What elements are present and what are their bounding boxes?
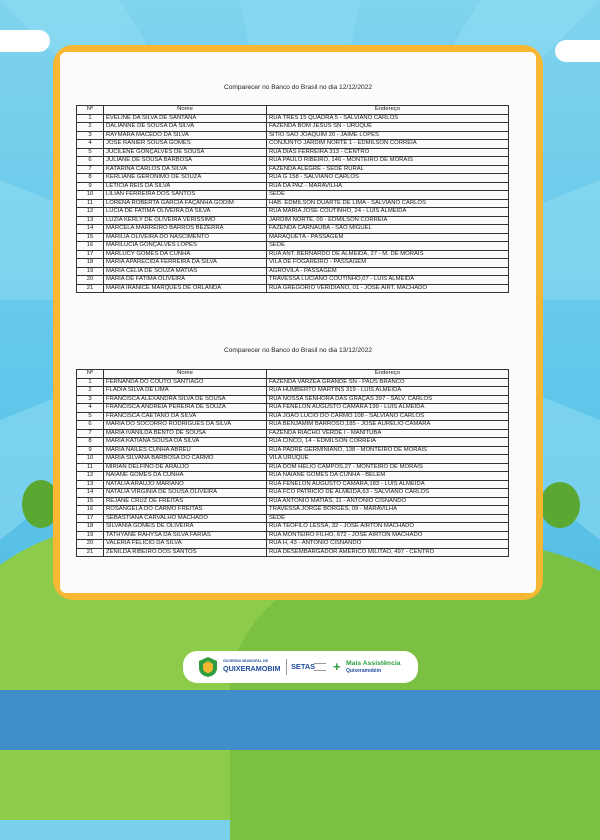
row-address: MARAQUETA - PASSAGEM <box>267 233 509 242</box>
row-number: 9 <box>77 446 104 455</box>
row-name: SILVANIA GOMES DE OLIVEIRA <box>104 523 267 532</box>
row-number: 3 <box>77 131 104 140</box>
table-row <box>77 540 509 549</box>
row-number: 5 <box>77 412 104 421</box>
row-number: 13 <box>77 216 104 225</box>
row-name: RAYMARA MACEDO DA SILVA <box>104 131 267 140</box>
table-row <box>77 514 509 523</box>
bush-right <box>540 482 580 528</box>
table-row <box>77 531 509 540</box>
row-name: LORENA ROBERTA GARCIA FAÇANHA GODIM <box>104 199 267 208</box>
row-address: RUA ANTONIO MATIAS, 11 - ANTONIO CISNANDO <box>267 497 509 506</box>
row-name: MARIA CELIA DE SOUZA MATIAS <box>104 267 267 276</box>
row-address: AGROVILA - PASSAGEM <box>267 267 509 276</box>
row-name: DALIANNE DE SOUSA DA SILVA <box>104 123 267 132</box>
table-row <box>77 131 509 140</box>
footer-logo-bar <box>183 651 418 683</box>
row-number: 2 <box>77 123 104 132</box>
row-address: SEDE <box>267 191 509 200</box>
row-number: 16 <box>77 506 104 515</box>
row-address: TRAVESSA JORGE BORGES, 09 - MARAVILHA <box>267 506 509 515</box>
row-name: FRANCISCA CAETANO DA SILVA <box>104 412 267 421</box>
row-number: 9 <box>77 182 104 191</box>
row-address: RUA JOAO LUCIO DO CARMO 108 - SALVIANO CARLOS <box>267 412 509 421</box>
row-number: 10 <box>77 455 104 464</box>
table-row <box>77 242 509 251</box>
row-name: JULIANE DE SOUSA BARBOSA <box>104 157 267 166</box>
row-number: 11 <box>77 463 104 472</box>
row-address: RUA FCO PATRICIO DE ALMEIDA,63 - SALVIANO CARLOS <box>267 489 509 498</box>
row-name: MARIA APARECIDA FERREIRA DA SILVA <box>104 259 267 268</box>
row-address: RUA MARIA JOSE COUTINHO, 24 - LUIS ALMEIDA <box>267 208 509 217</box>
row-address: CONJUNTO JARDIM NORTE 1 - EDMILSON CORREIA <box>267 140 509 149</box>
row-address: RUA HUMBERTO MARTINS 319 - LUIS ALMEIDA <box>267 387 509 396</box>
row-name: SEBASTIANA CARVALHO MACHADO <box>104 514 267 523</box>
cloud-left <box>0 30 50 52</box>
row-name: LUCIA DE FATIMA OLIVEIRA DA SILVA <box>104 208 267 217</box>
sheet2-title: Comparecer no Banco do Brasil no dia 13/12/2022 <box>223 347 373 354</box>
table-row <box>77 182 509 191</box>
table-row <box>77 421 509 430</box>
row-name: MARIA IRANICE MARQUES DE ORLANDA <box>104 284 267 293</box>
row-address: RUA G 158 - SALVIANO CARLOS <box>267 174 509 183</box>
sheet1-body <box>77 114 509 293</box>
row-address: SEDE <box>267 242 509 251</box>
row-number: 15 <box>77 497 104 506</box>
table-row <box>77 446 509 455</box>
row-number: 21 <box>77 284 104 293</box>
table-row <box>77 523 509 532</box>
table-row <box>77 378 509 387</box>
program-subtitle: Quixeramobim <box>346 668 382 674</box>
row-name: JOSÉ RANIER SOUSA GOMES <box>104 140 267 149</box>
row-name: FRANCISCA ALEXANDRA SILVA DE SOUSA <box>104 395 267 404</box>
row-address: RUA FENELON AUGUSTO CAMARA 199 - LUIS ALMEIDA <box>267 404 509 413</box>
row-address: RUA MONTEIRO FILHO, 672 - JOSÉ AIRTON MACHADO <box>267 531 509 540</box>
table-row <box>77 429 509 438</box>
table-row <box>77 412 509 421</box>
row-name: KERLIANE GERÔNIMO DE SOUZA <box>104 174 267 183</box>
row-address: RUA DA PAZ - MARAVILHA <box>267 182 509 191</box>
row-number: 8 <box>77 174 104 183</box>
row-number: 17 <box>77 250 104 259</box>
table-row <box>77 250 509 259</box>
table-row <box>77 165 509 174</box>
municipality-small: GOVERNO MUNICIPAL DE <box>223 659 268 663</box>
row-address: RUA H, 43 - ANTONIO CISNANDO <box>267 540 509 549</box>
row-number: 7 <box>77 429 104 438</box>
row-number: 1 <box>77 378 104 387</box>
row-address: FAZENDA ALEGRE - SEDE RURAL <box>267 165 509 174</box>
table-row <box>77 480 509 489</box>
row-name: MARCELA MARREIRO BARROS BEZERRA <box>104 225 267 234</box>
row-number: 21 <box>77 548 104 557</box>
row-address: FAZENDA CARNAUBA - SÃO MIGUEL <box>267 225 509 234</box>
sheet2-table <box>76 369 509 557</box>
sheet2-body <box>77 378 509 557</box>
table-row <box>77 148 509 157</box>
sheet2-header-row <box>77 370 509 379</box>
table-row <box>77 259 509 268</box>
row-number: 18 <box>77 523 104 532</box>
municipality-name: QUIXERAMOBIM <box>223 664 281 673</box>
row-name: LETICIA REIS DA SILVA <box>104 182 267 191</box>
row-number: 5 <box>77 148 104 157</box>
header-address: Endereço <box>267 370 509 379</box>
table-row <box>77 472 509 481</box>
row-number: 10 <box>77 191 104 200</box>
row-number: 12 <box>77 472 104 481</box>
table-row <box>77 404 509 413</box>
row-name: NATALIA ARAUJO MARIANO <box>104 480 267 489</box>
row-name: TATHYANE RAHYSA DA SILVA FARIAS <box>104 531 267 540</box>
row-number: 20 <box>77 276 104 285</box>
row-address: TRAVESSA LUCIANO COUTINHO,07 - LUIS ALMEIDA <box>267 276 509 285</box>
row-address: SEDE <box>267 514 509 523</box>
row-address: RUA FENELON AUGUSTO CAMARA,183 - LUIS ALMEIDA <box>267 480 509 489</box>
row-name: MARIA NAILES CUNHA ABREU <box>104 446 267 455</box>
row-number: 13 <box>77 480 104 489</box>
table-row <box>77 114 509 123</box>
row-address: RUA TRES 15 QUADRA 5 - SALVIANO CARLOS <box>267 114 509 123</box>
table-row <box>77 174 509 183</box>
row-address: SITIO SAO JOAQUIM 20 - JAIME LOPES <box>267 131 509 140</box>
table-row <box>77 395 509 404</box>
table-row <box>77 157 509 166</box>
row-name: NAIANE GOMES DA CUNHA <box>104 472 267 481</box>
table-row <box>77 548 509 557</box>
table-row <box>77 225 509 234</box>
row-name: MARLUCY GOMES DA CUNHA <box>104 250 267 259</box>
row-name: REJANE CRUZ DE FREITAS <box>104 497 267 506</box>
row-name: FERNANDA DO COUTO SANTIAGO <box>104 378 267 387</box>
row-address: FAZENDA VARZEA GRANDE SN - PAUS BRANCO <box>267 378 509 387</box>
table-row <box>77 140 509 149</box>
row-name: FRANCISCA ANDREIA PEREIRA DE SOUZA <box>104 404 267 413</box>
row-number: 20 <box>77 540 104 549</box>
row-name: VALERIA FELICIO DA SILVA <box>104 540 267 549</box>
header-name: Nome <box>104 106 267 115</box>
row-number: 15 <box>77 233 104 242</box>
row-name: MARIA DE FATIMA OLIVEIRA <box>104 276 267 285</box>
table-row <box>77 463 509 472</box>
row-address: RUA DIAS FERREIRA 313 - CENTRO <box>267 148 509 157</box>
row-address: JARDIM NORTE, 09 - EDMILSON CORREIA <box>267 216 509 225</box>
row-address: RUA NOSSA SENHORA DAS GRAÇAS 397 - SALV. CARLOS <box>267 395 509 404</box>
row-address: RUA GREGORIO VERIDIANO, 01 - JOSÉ AIRT. MACHADO <box>267 284 509 293</box>
row-name: JUCILENE GONÇALVES DE SOUSA <box>104 148 267 157</box>
row-address: VILA DE FOGAREIRO - PASSAGEM <box>267 259 509 268</box>
row-number: 4 <box>77 404 104 413</box>
row-name: MARIA KATIANA SOUSA DA SILVA <box>104 438 267 447</box>
municipal-crest-icon <box>197 656 219 678</box>
row-address: RUA BENJAMIM BARROSO,185 - JOSÉ AURELIO CAMARA <box>267 421 509 430</box>
table-row <box>77 191 509 200</box>
row-number: 8 <box>77 438 104 447</box>
row-number: 12 <box>77 208 104 217</box>
row-number: 14 <box>77 225 104 234</box>
row-number: 6 <box>77 421 104 430</box>
row-name: ROSANGELA DO CARMO FREITAS <box>104 506 267 515</box>
row-number: 3 <box>77 395 104 404</box>
row-number: 11 <box>77 199 104 208</box>
row-name: FLADIA SILVA DE LIMA <box>104 387 267 396</box>
setas-sublines <box>314 663 326 671</box>
header-num: Nº <box>77 370 104 379</box>
table-row <box>77 267 509 276</box>
row-name: KATARINA CARLOS DA SILVA <box>104 165 267 174</box>
row-address: RUA ANT. BERNARDO DE ALMEIDA, 27 - M. DE MORAIS <box>267 250 509 259</box>
table-row <box>77 387 509 396</box>
row-address: FAZENDA RIACHO VERDE I - MANITUBA <box>267 429 509 438</box>
row-number: 1 <box>77 114 104 123</box>
row-address: RUA CINCO, 14 - EDMILSON CORREIA <box>267 438 509 447</box>
row-name: NATALIA VIRGINIA DE SOUSA OLIVEIRA <box>104 489 267 498</box>
row-address: RUA PADRE GERMINIANO, 138 - MONTEIRO DE MORAIS <box>267 446 509 455</box>
row-address: RUA PAULO RIBEIRO, 146 - MONTEIRO DE MORAIS <box>267 157 509 166</box>
sheet1-header-row <box>77 106 509 115</box>
row-number: 2 <box>77 387 104 396</box>
row-number: 19 <box>77 531 104 540</box>
table-row <box>77 233 509 242</box>
row-name: MIRIAN DELFINO DE ARAUJO <box>104 463 267 472</box>
row-name: MARIA DO SOCORRO RODRIGUES DA SILVA <box>104 421 267 430</box>
row-address: RUA DESEMBARGADOR AMERICO MILITAO, 497 - CENTRO <box>267 548 509 557</box>
row-address: FAZENDA BOM JESUS SN - URUQUÊ <box>267 123 509 132</box>
setas-logo: SETAS <box>291 662 316 671</box>
header-num: Nº <box>77 106 104 115</box>
program-logo: Mais Assistência <box>346 660 401 667</box>
row-name: EVELINE DA SILVA DE SANTANA <box>104 114 267 123</box>
row-number: 7 <box>77 165 104 174</box>
header-name: Nome <box>104 370 267 379</box>
header-address: Endereço <box>267 106 509 115</box>
table-row <box>77 276 509 285</box>
row-address: RUA DOM HELIO CAMPOS,27 - MONTEIRO DE MORAIS <box>267 463 509 472</box>
table-row <box>77 497 509 506</box>
table-row <box>77 506 509 515</box>
row-number: 6 <box>77 157 104 166</box>
ground <box>0 690 600 750</box>
row-number: 4 <box>77 140 104 149</box>
table-row <box>77 208 509 217</box>
table-row <box>77 438 509 447</box>
row-name: ZENILDA RIBEIRO DOS SANTOS <box>104 548 267 557</box>
row-name: LUZIA KERLY DE OLIVEIRA VERISSIMO <box>104 216 267 225</box>
row-address: RUA TEOFILO LESSA, 32 - JOSÉ AIRTON MACHADO <box>267 523 509 532</box>
row-number: 19 <box>77 267 104 276</box>
row-number: 16 <box>77 242 104 251</box>
table-row <box>77 455 509 464</box>
row-name: MARIA IVANILDA BENTO DE SOUSA <box>104 429 267 438</box>
table-row <box>77 199 509 208</box>
sheet1-table <box>76 105 509 293</box>
row-name: LILIAN FERREIRA DOS SANTOS <box>104 191 267 200</box>
cloud-right <box>555 40 600 62</box>
table-row <box>77 284 509 293</box>
row-name: MARILUCIA GONÇALVES LOPES <box>104 242 267 251</box>
table-row <box>77 489 509 498</box>
plus-icon: + <box>333 659 341 674</box>
row-name: MARILIA OLIVEIRA DO NASCIMENTO <box>104 233 267 242</box>
row-number: 17 <box>77 514 104 523</box>
logo-divider <box>286 659 287 675</box>
row-address: RUA NAIANE GOMES DA CUNHA - BELEM <box>267 472 509 481</box>
sheet1-title: Comparecer no Banco do Brasil no dia 12/12/2022 <box>223 84 373 91</box>
row-number: 14 <box>77 489 104 498</box>
row-address: VILA URUQUÊ <box>267 455 509 464</box>
row-name: MARIA SILVANA BARBOSA DO CARMO <box>104 455 267 464</box>
table-row <box>77 123 509 132</box>
row-number: 18 <box>77 259 104 268</box>
table-row <box>77 216 509 225</box>
document-page <box>60 52 536 593</box>
row-address: HAB. EDMILSON DUARTE DE LIMA - SALVIANO CARLOS <box>267 199 509 208</box>
